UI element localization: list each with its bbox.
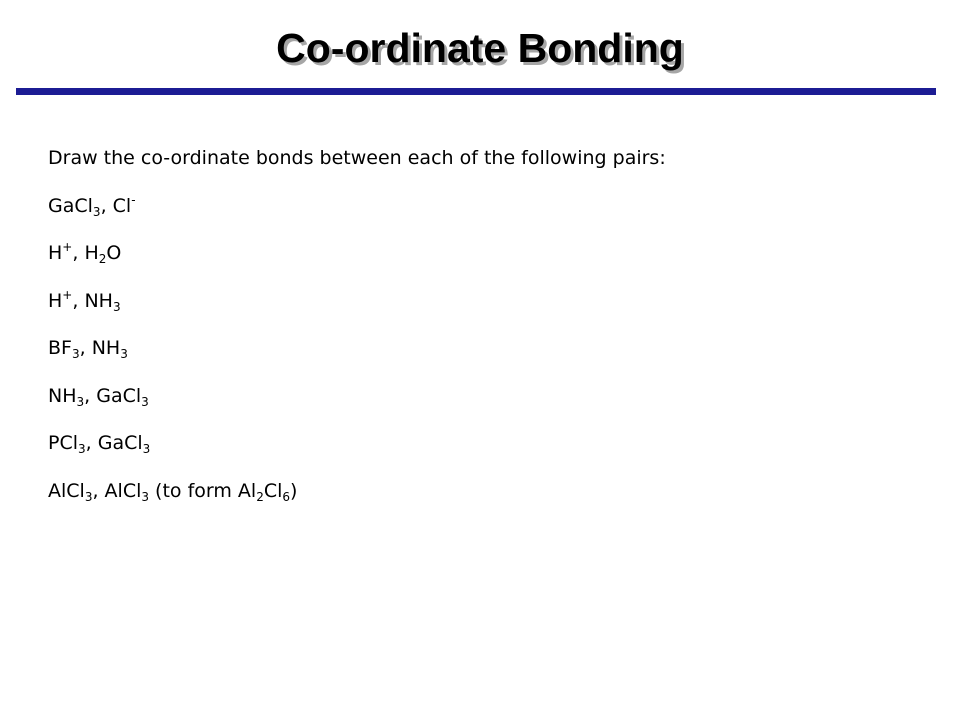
instruction-text: Draw the co-ordinate bonds between each of the following pairs: (48, 147, 666, 169)
formula-text: (to form Al (149, 479, 257, 502)
formula-text: PCl (48, 432, 79, 454)
superscript: - (131, 192, 136, 207)
subscript: 3 (78, 442, 86, 456)
formula-text: , GaCl (84, 384, 142, 407)
slide-body (48, 140, 928, 520)
formula-text: ) (290, 479, 298, 502)
pair-item (48, 188, 928, 236)
pair-item (48, 473, 928, 521)
subscript: 3 (76, 394, 85, 409)
pair-item (48, 330, 928, 378)
formula-text: , Cl (100, 194, 132, 217)
subscript: 6 (282, 489, 291, 504)
superscript: + (62, 287, 73, 302)
formula-text: , NH (72, 289, 113, 312)
subscript: 3 (141, 394, 149, 409)
formula-text: GaCl (48, 194, 93, 217)
formula-text: AlCl (48, 479, 85, 502)
subscript: 3 (120, 347, 128, 361)
formula-text: Cl (263, 479, 283, 502)
subscript: 3 (71, 347, 80, 361)
title-divider (16, 88, 936, 95)
subscript: 2 (98, 252, 107, 266)
subscript: 3 (142, 442, 151, 456)
subscript: 3 (92, 204, 101, 219)
formula-text: , H (72, 242, 99, 264)
formula-text: H (48, 242, 63, 264)
subscript: 3 (141, 489, 150, 504)
pair-item (48, 378, 928, 426)
pair-item (48, 425, 928, 473)
superscript: + (62, 240, 73, 254)
formula-text: O (106, 242, 122, 264)
formula-text: NH (48, 384, 77, 407)
formula-text: , AlCl (92, 479, 142, 502)
subscript: 3 (112, 299, 121, 314)
pair-item (48, 235, 928, 283)
formula-text: H (48, 289, 63, 312)
formula-text: BF (48, 337, 72, 359)
subscript: 3 (84, 489, 93, 504)
formula-text: , NH (79, 337, 121, 359)
subscript: 2 (256, 489, 264, 504)
slide-title: Co-ordinate Bonding (276, 25, 684, 71)
pair-item (48, 283, 928, 331)
formula-text: , GaCl (85, 432, 143, 454)
